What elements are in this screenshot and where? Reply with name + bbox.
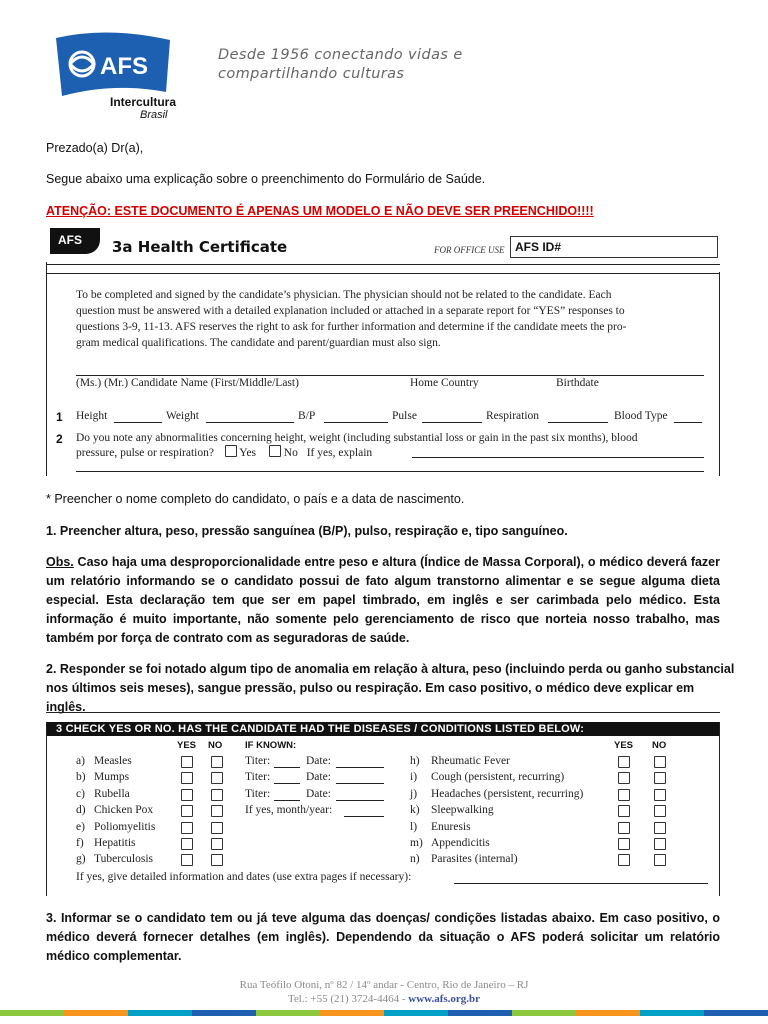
disease-appendicitis: Appendicitis <box>431 837 490 849</box>
weight-label: Weight <box>166 410 199 422</box>
greeting: Prezado(a) Dr(a), <box>46 141 144 155</box>
no-header-right: NO <box>652 740 667 751</box>
chicken-pox-no-checkbox[interactable] <box>211 805 223 817</box>
titer-label: Titer: <box>245 788 271 800</box>
appendicitis-no-checkbox[interactable] <box>654 838 666 850</box>
rheumatic-fever-no-checkbox[interactable] <box>654 756 666 768</box>
disease-sleepwalking: Sleepwalking <box>431 804 494 816</box>
disease-parasites: Parasites (internal) <box>431 853 518 865</box>
disease-headaches: Headaches (persistent, recurring) <box>431 788 584 800</box>
question-2-line-1: Do you note any abnormalities concerning height, weight (including substantial loss or gain in the past six months), blood <box>76 432 638 444</box>
q2-yes-label: Yes <box>239 447 257 459</box>
brand-name: Intercultura <box>110 95 177 109</box>
warning-text: ATENÇÃO: ESTE DOCUMENTO É APENAS UM MODELO E NÃO DEVE SER PREENCHIDO!!!! <box>46 204 594 218</box>
respiration-label: Respiration <box>486 410 540 422</box>
disease-rubella: Rubella <box>94 788 130 800</box>
if-known-header: IF KNOWN: <box>245 740 297 751</box>
disease-letter: g) <box>76 853 86 865</box>
measles-titer-line[interactable] <box>274 767 300 768</box>
afs-id-label: AFS ID# <box>515 240 562 254</box>
poliomyelitis-no-checkbox[interactable] <box>211 822 223 834</box>
brand-sub: Brasil <box>140 109 168 121</box>
disease-letter: b) <box>76 771 86 783</box>
rheumatic-fever-yes-checkbox[interactable] <box>618 756 630 768</box>
note-item-1: 1. Preencher altura, peso, pressão sanguínea (B/P), pulso, respiração e, tipo sanguíneo. <box>46 524 568 538</box>
disease-rheumatic-fever: Rheumatic Fever <box>431 755 510 767</box>
disease-checklist-excerpt <box>46 704 720 896</box>
color-segment <box>704 1010 768 1016</box>
color-segment <box>192 1010 256 1016</box>
disease-tuberculosis: Tuberculosis <box>94 853 153 865</box>
hepatitis-yes-checkbox[interactable] <box>181 838 193 850</box>
footer-address: Rua Teófilo Otoni, nº 82 / 14º andar - Centro, Rio de Janeiro – RJ <box>239 979 529 991</box>
rubella-yes-checkbox[interactable] <box>181 789 193 801</box>
disease-left-border <box>46 722 47 896</box>
weight-line[interactable] <box>206 422 294 423</box>
note-item-2-line-1: 2. Responder se foi notado algum tipo de anomalia em relação à altura, peso (incluindo perda ou ganho substancial <box>46 662 735 676</box>
disease-letter: f) <box>76 837 84 849</box>
disease-hepatitis: Hepatitis <box>94 837 136 849</box>
cert-logo-badge <box>50 228 100 254</box>
pulse-label: Pulse <box>392 410 417 422</box>
headaches-yes-checkbox[interactable] <box>618 789 630 801</box>
home-country-label: Home Country <box>410 377 479 389</box>
parasites-yes-checkbox[interactable] <box>618 854 630 866</box>
rubella-no-checkbox[interactable] <box>211 789 223 801</box>
cert-inner-rule <box>46 273 720 274</box>
office-use-label: FOR OFFICE USE <box>434 245 505 255</box>
footer-phone: Tel.: +55 (21) 3724-4464 - <box>287 993 409 1005</box>
height-line[interactable] <box>114 422 162 423</box>
color-segment <box>320 1010 384 1016</box>
titer-label: Titer: <box>245 771 271 783</box>
disease-chicken-pox: Chicken Pox <box>94 804 154 816</box>
sleepwalking-yes-checkbox[interactable] <box>618 805 630 817</box>
color-segment <box>128 1010 192 1016</box>
bp-line[interactable] <box>324 422 388 423</box>
note-item-2-line-2: nos últimos seis meses), sangue pressão, pulso ou respiração. Em caso positivo, o médico deve explicar em inglês. <box>46 681 695 714</box>
disease-mumps: Mumps <box>94 771 130 783</box>
afs-id-box <box>510 236 718 258</box>
q2-explain-label: If yes, explain <box>306 447 373 459</box>
disease-footer-label: If yes, give detailed information and dates (use extra pages if necessary): <box>76 871 412 883</box>
tuberculosis-no-checkbox[interactable] <box>211 854 223 866</box>
disease-letter: n) <box>410 853 420 865</box>
disease-measles: Measles <box>94 755 132 767</box>
disease-letter: h) <box>410 755 420 767</box>
cough-yes-checkbox[interactable] <box>618 772 630 784</box>
chicken-pox-yes-checkbox[interactable] <box>181 805 193 817</box>
footer-website-link[interactable]: www.afs.org.br <box>408 993 481 1005</box>
disease-letter: j) <box>410 788 418 800</box>
appendicitis-yes-checkbox[interactable] <box>618 838 630 850</box>
no-header-left: NO <box>208 740 223 751</box>
respiration-line[interactable] <box>548 422 608 423</box>
measles-no-checkbox[interactable] <box>211 756 223 768</box>
measles-yes-checkbox[interactable] <box>181 756 193 768</box>
disease-cough: Cough (persistent, recurring) <box>431 771 565 783</box>
logo-text: AFS <box>100 53 148 80</box>
color-segment <box>0 1010 64 1016</box>
measles-date-line[interactable] <box>336 767 384 768</box>
chicken-pox-date-line[interactable] <box>344 816 384 817</box>
mumps-titer-line[interactable] <box>274 783 300 784</box>
disease-letter: k) <box>410 804 420 816</box>
poliomyelitis-yes-checkbox[interactable] <box>181 822 193 834</box>
q2-yes-checkbox[interactable] <box>225 445 237 457</box>
parasites-no-checkbox[interactable] <box>654 854 666 866</box>
disease-letter: a) <box>76 755 85 767</box>
disease-letter: e) <box>76 821 85 833</box>
bp-label: B/P <box>298 410 316 422</box>
cough-no-checkbox[interactable] <box>654 772 666 784</box>
instruction-line: To be completed and signed by the candidate’s physician. The physician should not be related to the candidate. Each <box>76 289 612 301</box>
candidate-name-label: (Ms.) (Mr.) Candidate Name (First/Middle/Last) <box>76 377 299 389</box>
intro-line: Segue abaixo uma explicação sobre o preenchimento do Formulário de Saúde. <box>46 172 486 186</box>
question-1-number: 1 <box>56 410 63 424</box>
color-segment <box>384 1010 448 1016</box>
note-obs <box>46 553 720 648</box>
date-label: Date: <box>306 771 331 783</box>
disease-letter: m) <box>410 837 423 849</box>
hepatitis-no-checkbox[interactable] <box>211 838 223 850</box>
cert-right-border <box>719 272 720 476</box>
height-label: Height <box>76 410 108 422</box>
rubella-date-line[interactable] <box>336 800 384 801</box>
mumps-yes-checkbox[interactable] <box>181 772 193 784</box>
mumps-no-checkbox[interactable] <box>211 772 223 784</box>
blood-type-line[interactable] <box>674 422 702 423</box>
disease-right-border <box>719 722 720 896</box>
disease-poliomyelitis: Poliomyelitis <box>94 821 156 833</box>
date-label: Date: <box>306 788 331 800</box>
instruction-line: question must be answered with a detailed explanation included or attached in a separate report for “YES” responses to <box>76 305 625 317</box>
titer-label: Titer: <box>245 755 271 767</box>
sleepwalking-no-checkbox[interactable] <box>654 805 666 817</box>
cert-logo-text: AFS <box>58 233 82 247</box>
birthdate-label: Birthdate <box>556 377 599 389</box>
disease-header-bar <box>46 722 720 736</box>
headaches-no-checkbox[interactable] <box>654 789 666 801</box>
date-label: Date: <box>306 755 331 767</box>
cert-title: 3a Health Certificate <box>112 238 288 256</box>
disease-top-rule <box>46 712 720 713</box>
q2-no-label: No <box>283 447 298 459</box>
mumps-date-line[interactable] <box>336 783 384 784</box>
if-yes-month-label: If yes, month/year: <box>245 804 333 816</box>
disease-letter: c) <box>76 788 85 800</box>
name-line <box>76 375 704 376</box>
color-segment <box>576 1010 640 1016</box>
yes-header-left: YES <box>177 740 197 751</box>
question-2-text: pressure, pulse or respiration? <box>76 447 214 459</box>
pulse-line[interactable] <box>422 422 482 423</box>
color-segment <box>640 1010 704 1016</box>
color-segment <box>256 1010 320 1016</box>
q2-explain-line-2[interactable] <box>76 471 704 472</box>
question-1-fields <box>76 410 716 426</box>
obs-text: Caso haja uma desproporcionalidade entre peso e altura (Índice de Massa Corporal), o médico deverá fazer um relatório informando se o candidato possui de fato algum transtorno alimentar e se segue alguma dieta especial. Esta declaração tem que ser em papel timbrado, em inglês e ser carimbada pelo médico. Esta informação é muito importante, não somente pelo gerenciamento de risco que norteia nosso trabalho, mas também por força de contrato com as seguradoras de saúde. <box>46 555 720 645</box>
footer-contact <box>0 993 768 1005</box>
footer-color-bar <box>0 1010 768 1016</box>
note-item-3: 3. Informar se o candidato tem ou já teve alguma das doenças/ condições listadas abaixo. Em caso positivo, o médico deverá fornecer detalhes (em inglês). Dependendo da situação o AFS poderá solicitar um relatório médico complementar. <box>46 911 720 963</box>
rubella-titer-line[interactable] <box>274 800 300 801</box>
color-segment <box>64 1010 128 1016</box>
tuberculosis-yes-checkbox[interactable] <box>181 854 193 866</box>
yes-header-right: YES <box>614 740 634 751</box>
q2-explain-line-1[interactable] <box>412 457 704 458</box>
enuresis-no-checkbox[interactable] <box>654 822 666 834</box>
disease-details-line[interactable] <box>454 883 708 884</box>
health-certificate-excerpt <box>46 226 720 476</box>
disease-letter: i) <box>410 771 418 783</box>
cert-left-border <box>46 262 47 476</box>
instruction-line: gram medical qualifications. The candidate and parent/guardian must also sign. <box>76 337 441 349</box>
disease-header: 3 CHECK YES OR NO. HAS THE CANDIDATE HAD THE DISEASES / CONDITIONS LISTED BELOW: <box>56 723 585 735</box>
question-2-number: 2 <box>56 432 63 446</box>
color-segment <box>512 1010 576 1016</box>
instruction-line: questions 3-9, 11-13. AFS reserves the right to ask for further information and determine if the candidate meets the pro- <box>76 321 627 333</box>
note-name: * Preencher o nome completo do candidato, o país e a data de nascimento. <box>46 492 465 506</box>
disease-letter: l) <box>410 821 418 833</box>
disease-enuresis: Enuresis <box>431 821 471 833</box>
slogan-line-2: compartilhando culturas <box>218 66 405 82</box>
disease-letter: d) <box>76 804 86 816</box>
color-segment <box>448 1010 512 1016</box>
slogan-line-1: Desde 1956 conectando vidas e <box>218 47 463 63</box>
enuresis-yes-checkbox[interactable] <box>618 822 630 834</box>
cert-instructions <box>76 287 716 351</box>
question-2-line-2 <box>76 445 716 461</box>
q2-no-checkbox[interactable] <box>269 445 281 457</box>
slogan <box>218 46 463 84</box>
obs-label: Obs. <box>46 555 74 569</box>
blood-type-label: Blood Type <box>614 410 668 422</box>
